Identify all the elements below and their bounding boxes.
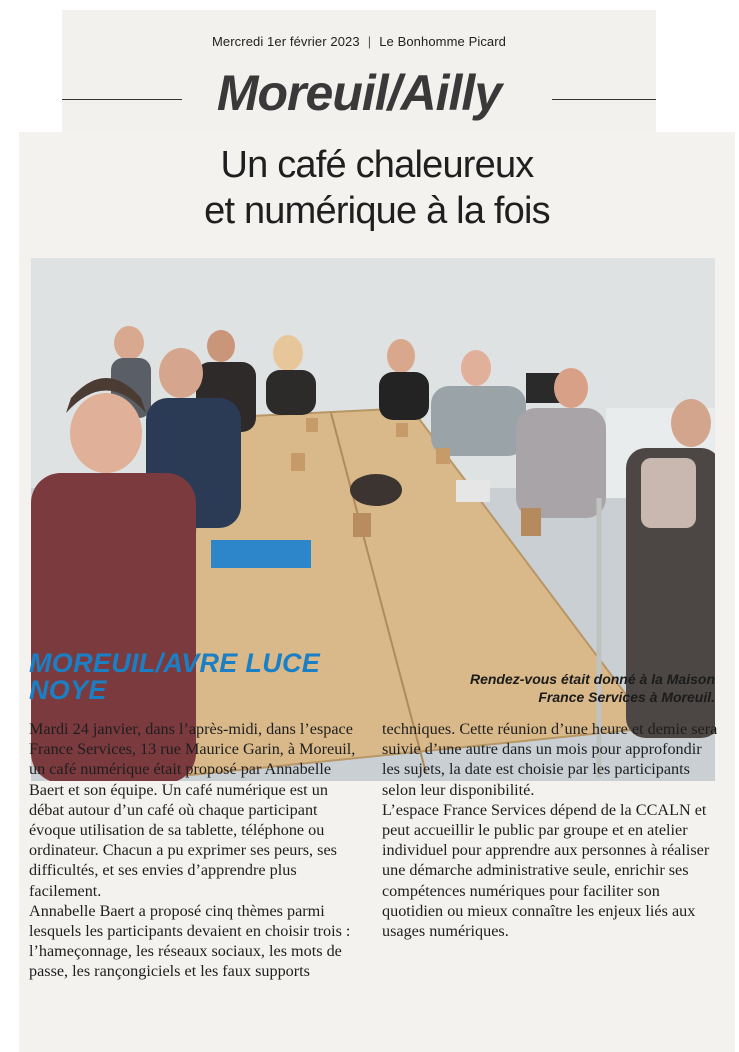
locality-heading xyxy=(29,650,329,704)
headline xyxy=(19,142,735,234)
body-paragraph: techniques. Cette réunion d’une heure et demie sera suivie d’une autre dans un mois pour approfondir les sujets, la date est choisie par les participants selon leur disponibilité. xyxy=(382,720,718,799)
dateline xyxy=(62,34,656,49)
body-paragraph: Mardi 24 janvier, dans l’après-midi, dans l’espace France Services, 13 rue Maurice Garin, à Moreuil, un café numérique était proposé par Annabelle Baert et son équipe. Un café numérique est un débat autour d’un café où chaque participant évoque utilisation de sa tablette, téléphone ou ordinateur. Chacun a pu exprimer ses peurs, ses difficultés, et ses envies d’apprendre plus facilement. xyxy=(29,720,356,900)
locality-line-2: NOYE xyxy=(29,675,107,705)
masthead xyxy=(62,10,656,135)
article xyxy=(19,132,735,1052)
publication-date: Mercredi 1er février 2023 xyxy=(211,34,360,49)
body-column-right xyxy=(382,719,720,941)
headline-line-1: Un café chaleureux xyxy=(220,144,534,186)
headline-line-2: et numérique à la fois xyxy=(204,190,550,232)
newspaper-name: Le Bonhomme Picard xyxy=(379,34,507,49)
caption-line-1: Rendez-vous était donné à la Maison xyxy=(469,671,715,687)
locality-line-1: MOREUIL/AVRE LUCE xyxy=(29,648,321,678)
section-title: Moreuil/Ailly xyxy=(216,65,502,121)
body-column-left xyxy=(29,719,367,982)
dateline-separator: | xyxy=(367,34,372,49)
photo-caption xyxy=(395,670,715,706)
body-paragraph: Annabelle Baert a proposé cinq thèmes parmi lesquels les participants devaient en choisir trois : l’hameçonnage, les réseaux sociaux, les mots de passe, les rançongiciels et les faux supports xyxy=(29,901,351,981)
body-paragraph: L’espace France Services dépend de la CCALN et peut accueillir le public par groupe et en atelier individuel pour apprendre aux personnes à réaliser une démarche administrative seule, enrichir ses compétences numériques pour faciliter son quotidien ou mieux connaître les enjeux liés aux usages numériques. xyxy=(382,800,710,941)
caption-line-2: France Services à Moreuil. xyxy=(538,689,715,705)
